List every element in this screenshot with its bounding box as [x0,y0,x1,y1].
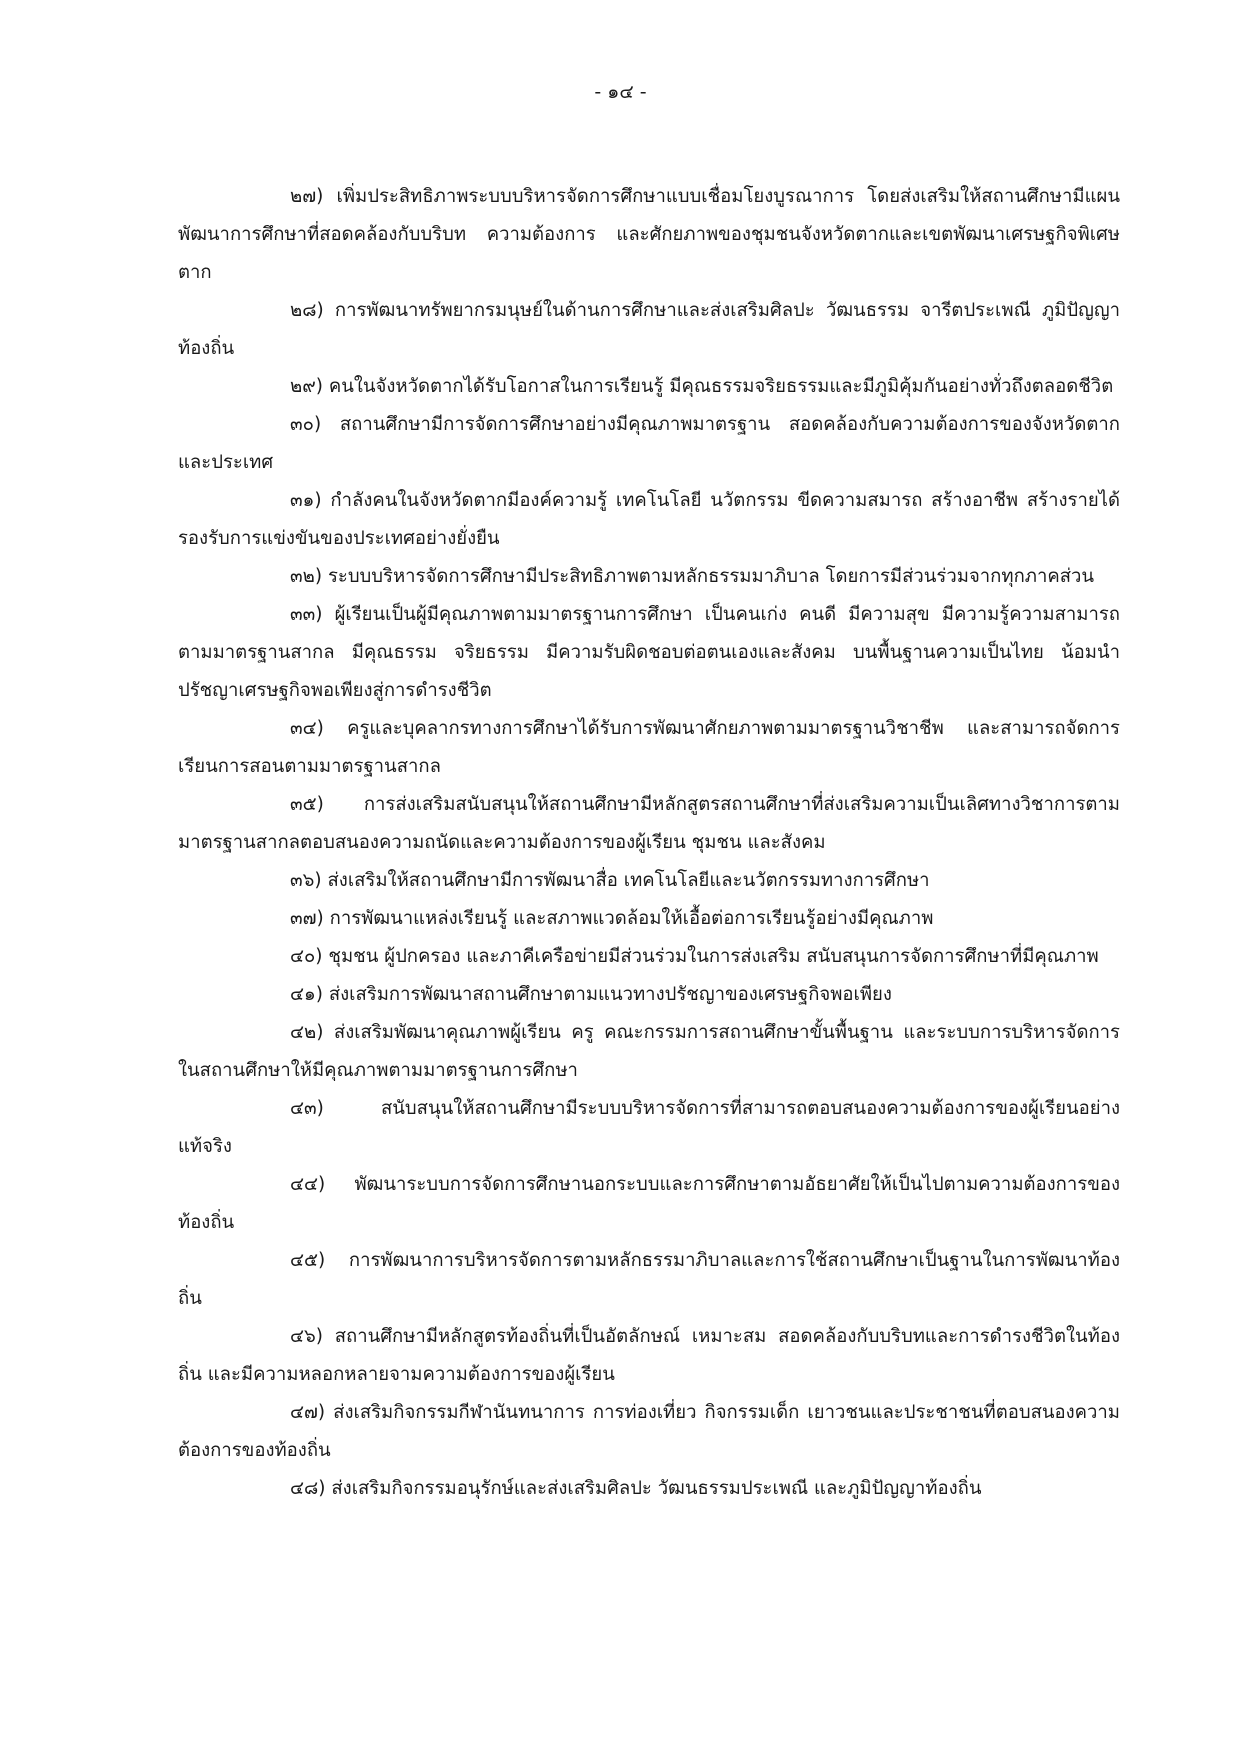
list-item: ๓๔) ครูและบุคลากรทางการศึกษาได้รับการพัฒนาศักยภาพตามมาตรฐานวิชาชีพ และสามารถจัดการเรียนการสอนตามมาตรฐานสากล [178,718,1120,777]
list-item: ๔๕) การพัฒนาการบริหารจัดการตามหลักธรรมาภิบาลและการใช้สถานศึกษาเป็นฐานในการพัฒนาท้องถิ่น [178,1250,1120,1309]
list-item: ๓๗) การพัฒนาแหล่งเรียนรู้ และสภาพแวดล้อมให้เอื้อต่อการเรียนรู้อย่างมีคุณภาพ [290,908,934,929]
list-item: ๒๙) คนในจังหวัดตากได้รับโอกาสในการเรียนรู้ มีคุณธรรมจริยธรรมและมีภูมิคุ้มกันอย่างทั่วถึงตลอดชีวิต [290,376,1114,397]
list-item: ๒๘) การพัฒนาทรัพยากรมนุษย์ในด้านการศึกษาและส่งเสริมศิลปะ วัฒนธรรม จารีตประเพณี ภูมิปัญญาท้องถิ่น [178,300,1120,359]
list-item: ๔๖) สถานศึกษามีหลักสูตรท้องถิ่นที่เป็นอัตลักษณ์ เหมาะสม สอดคล้องกับบริบทและการดำรงชีวิตในท้องถิ่น และมีความหลอกหลายจามความต้องการของผู้เรียน [178,1326,1120,1385]
list-item: ๓๕) การส่งเสริมสนับสนุนให้สถานศึกษามีหลักสูตรสถานศึกษาที่ส่งเสริมความเป็นเลิศทางวิชาการตามมาตรฐานสากลตอบสนองความถนัดและความต้องการของผู้เรียน ชุมชน และสังคม [178,794,1120,853]
page-number: - ๑๔ - [594,81,647,103]
list-item: ๔๒) ส่งเสริมพัฒนาคุณภาพผู้เรียน ครู คณะกรรมการสถานศึกษาขั้นพื้นฐาน และระบบการบริหารจัดการในสถานศึกษาให้มีคุณภาพตามมาตรฐานการศึกษา [178,1022,1120,1081]
list-item: ๓๓) ผู้เรียนเป็นผู้มีคุณภาพตามมาตรฐานการศึกษา เป็นคนเก่ง คนดี มีความสุข มีความรู้ความสามารถตามมาตรฐานสากล มีคุณธรรม จริยธรรม มีความรับผิดชอบต่อตนเองและสังคม บนพื้นฐานความเป็นไทย น้อมนำปรัชญาเศรษฐกิจพอเพียงสู่การดำรงชีวิต [178,604,1120,701]
list-item: ๔๐) ชุมชน ผู้ปกครอง และภาคีเครือข่ายมีส่วนร่วมในการส่งเสริม สนับสนุนการจัดการศึกษาที่มีคุณภาพ [290,946,1099,967]
list-item: ๓๐) สถานศึกษามีการจัดการศึกษาอย่างมีคุณภาพมาตรฐาน สอดคล้องกับความต้องการของจังหวัดตากและประเทศ [178,414,1120,473]
list-item: ๒๗) เพิ่มประสิทธิภาพระบบบริหารจัดการศึกษาแบบเชื่อมโยงบูรณาการ โดยส่งเสริมให้สถานศึกษามีแผนพัฒนาการศึกษาที่สอดคล้องกับบริบท ความต้องการ และศักยภาพของชุมชนจังหวัดตากและเขตพัฒนาเศรษฐกิจพิเศษตาก [178,186,1120,283]
list-item: ๓๒) ระบบบริหารจัดการศึกษามีประสิทธิภาพตามหลักธรรมมาภิบาล โดยการมีส่วนร่วมจากทุกภาคส่วน [290,566,1095,587]
list-item: ๓๖) ส่งเสริมให้สถานศึกษามีการพัฒนาสื่อ เทคโนโลยีและนวัตกรรมทางการศึกษา [290,870,930,891]
list-item: ๔๑) ส่งเสริมการพัฒนาสถานศึกษาตามแนวทางปรัชญาของเศรษฐกิจพอเพียง [290,984,892,1005]
list-item: ๔๔) พัฒนาระบบการจัดการศึกษานอกระบบและการศึกษาตามอัธยาศัยให้เป็นไปตามความต้องการของท้องถิ่น [178,1174,1120,1233]
document-body [178,178,1120,1508]
list-item: ๔๗) ส่งเสริมกิจกรรมกีฬานันทนาการ การท่องเที่ยว กิจกรรมเด็ก เยาวชนและประชาชนที่ตอบสนองความต้องการของท้องถิ่น [178,1402,1120,1461]
list-item: ๓๑) กำลังคนในจังหวัดตากมีองค์ความรู้ เทคโนโลยี นวัตกรรม ขีดความสมารถ สร้างอาชีพ สร้างรายได้ รองรับการแข่งขันของประเทศอย่างยั่งยืน [178,490,1120,549]
list-item: ๔๘) ส่งเสริมกิจกรรมอนุรักษ์และส่งเสริมศิลปะ วัฒนธรรมประเพณี และภูมิปัญญาท้องถิ่น [290,1478,982,1499]
list-item: ๔๓) สนับสนุนให้สถานศึกษามีระบบบริหารจัดการที่สามารถตอบสนองความต้องการของผู้เรียนอย่างแท้จริง [178,1098,1120,1157]
